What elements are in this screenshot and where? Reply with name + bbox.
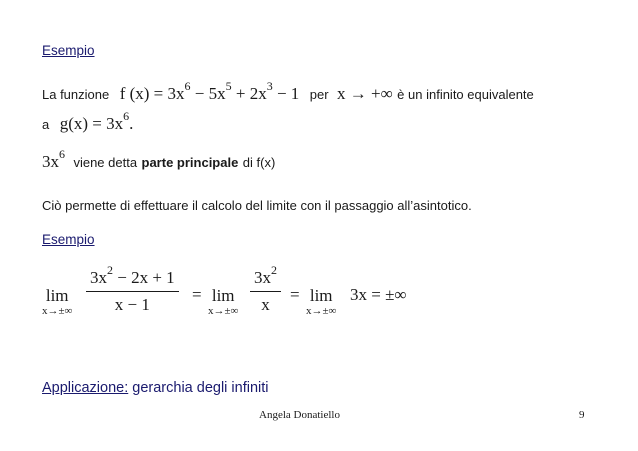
f-definition: f $(x) = 3x^6 - 5x^5 + 2x^3 - 1$	[119, 79, 300, 103]
limit-2	[208, 287, 238, 318]
fraction-2	[250, 263, 281, 315]
footer-author: Angela Donatiello	[259, 409, 340, 421]
principal-term: $3x^6$	[42, 147, 65, 171]
fraction-1-bar	[86, 291, 179, 292]
definition-suffix: è un infinito equivalente	[397, 87, 534, 102]
fraction-1-denominator: x − 1	[114, 295, 150, 314]
limit-2-subscript: x→±∞	[208, 305, 239, 317]
limit-3	[306, 287, 336, 318]
limit-variable: x → +∞	[337, 84, 393, 103]
definition-prefix: La funzione	[42, 87, 110, 102]
principal-text-after: di f(x)	[242, 155, 276, 170]
application-text: gerarchia degli infiniti	[128, 380, 269, 396]
limit-3-subscript: x→±∞	[306, 305, 337, 317]
definition-line-1	[42, 79, 534, 104]
definition-line-2	[42, 109, 134, 134]
application-label: Applicazione:	[42, 380, 129, 396]
example-heading: Esempio	[42, 43, 95, 58]
principal-bold: parte principale	[141, 155, 239, 170]
fraction-2-denominator: x	[261, 295, 270, 314]
limit-2-operator: lim	[211, 286, 235, 305]
principal-part-line	[42, 147, 276, 172]
limit-3-operator: lim	[309, 286, 333, 305]
limit-result: 3x = ±∞	[350, 285, 407, 304]
asymptotic-note: Ciò permette di effettuare il calcolo del limite con il passaggio all’asintotico.	[42, 198, 472, 213]
g-definition: $g(x) = 3x^6$.	[59, 109, 134, 133]
limit-1	[42, 287, 72, 318]
equals-1: =	[192, 285, 202, 304]
definition-line2-prefix: a	[42, 117, 50, 132]
limit-1-operator: lim	[45, 286, 69, 305]
example2-heading: Esempio	[42, 232, 95, 247]
equals-2: =	[290, 285, 300, 304]
page-number: 9	[579, 409, 585, 421]
limit-1-subscript: x→±∞	[42, 305, 73, 317]
application-line	[42, 380, 269, 396]
fraction-1-numerator: $3x^2 - 2x + 1$	[90, 263, 175, 287]
fraction-2-numerator: $3x^2$	[254, 263, 277, 287]
per-label: per	[309, 87, 329, 102]
fraction-1	[86, 263, 179, 315]
fraction-2-bar	[250, 291, 281, 292]
principal-text-before: viene detta	[73, 155, 138, 170]
